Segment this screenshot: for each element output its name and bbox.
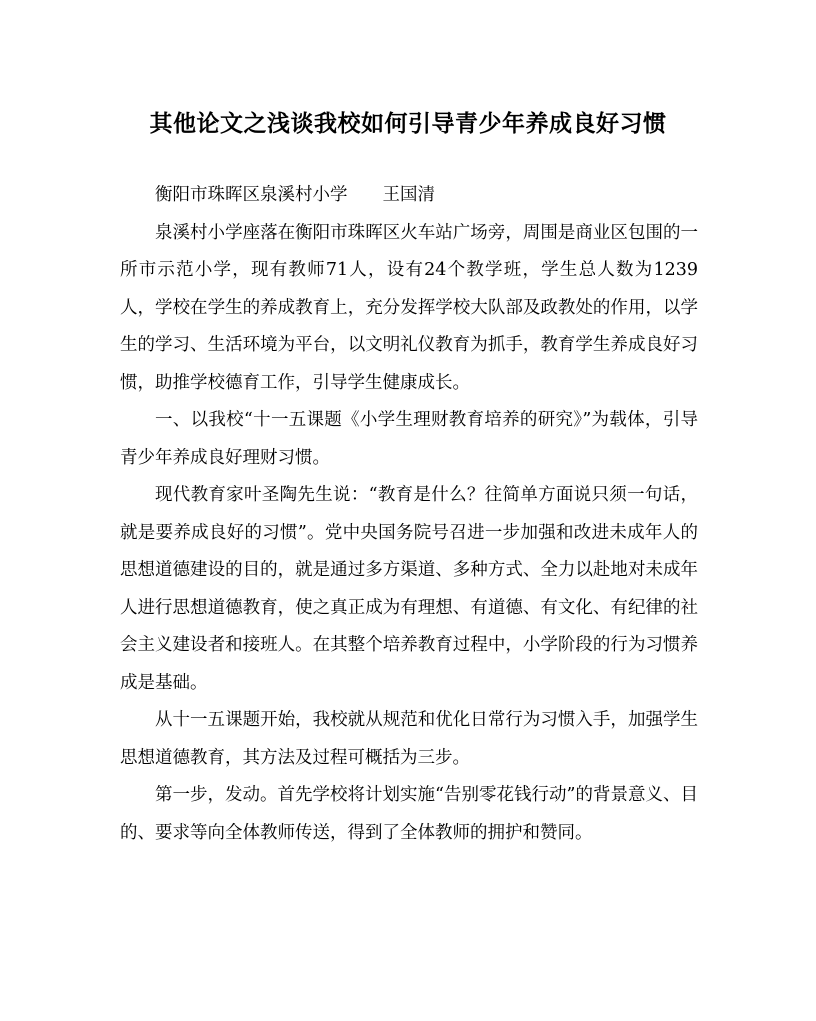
author-byline: 衡阳市珠晖区泉溪村小学 王国清	[155, 185, 435, 205]
paragraph-section-one-heading: 一、以我校“十一五课题《小学生理财教育培养的研究》”为载体，引导青少年养成良好理财习惯。	[120, 410, 698, 468]
paragraph-three-steps: 从十一五课题开始，我校就从规范和优化日常行为习惯入手，加强学生思想道德教育，其方法及过程可概括为三步。	[120, 710, 698, 768]
document-body	[120, 177, 698, 852]
paragraph-step-one: 第一步，发动。首先学校将计划实施“告别零花钱行动”的背景意义、目的、要求等向全体教师传送，得到了全体教师的拥护和赞同。	[120, 785, 698, 843]
document-title: 其他论文之浅谈我校如何引导青少年养成良好习惯	[149, 110, 667, 137]
paragraph-intro: 泉溪村小学座落在衡阳市珠晖区火车站广场旁，周围是商业区包围的一所市示范小学，现有教师71人，设有24个教学班，学生总人数为1239人，学校在学生的养成教育上，充分发挥学校大队部及政教处的作用，以学生的学习、生活环境为平台，以文明礼仪教育为抓手，教育学生养成良好习惯，助推学校德育工作，引导学生健康成长。	[120, 222, 698, 393]
paragraph-quote: 现代教育家叶圣陶先生说：“教育是什么？往简单方面说只须一句话，就是要养成良好的习惯”。党中央国务院号召进一步加强和改进未成年人的思想道德建设的目的，就是通过多方渠道、多种方式、全力以赴地对未成年人进行思想道德教育，使之真正成为有理想、有道德、有文化、有纪律的社会主义建设者和接班人。在其整个培养教育过程中，小学阶段的行为习惯养成是基础。	[120, 485, 698, 693]
